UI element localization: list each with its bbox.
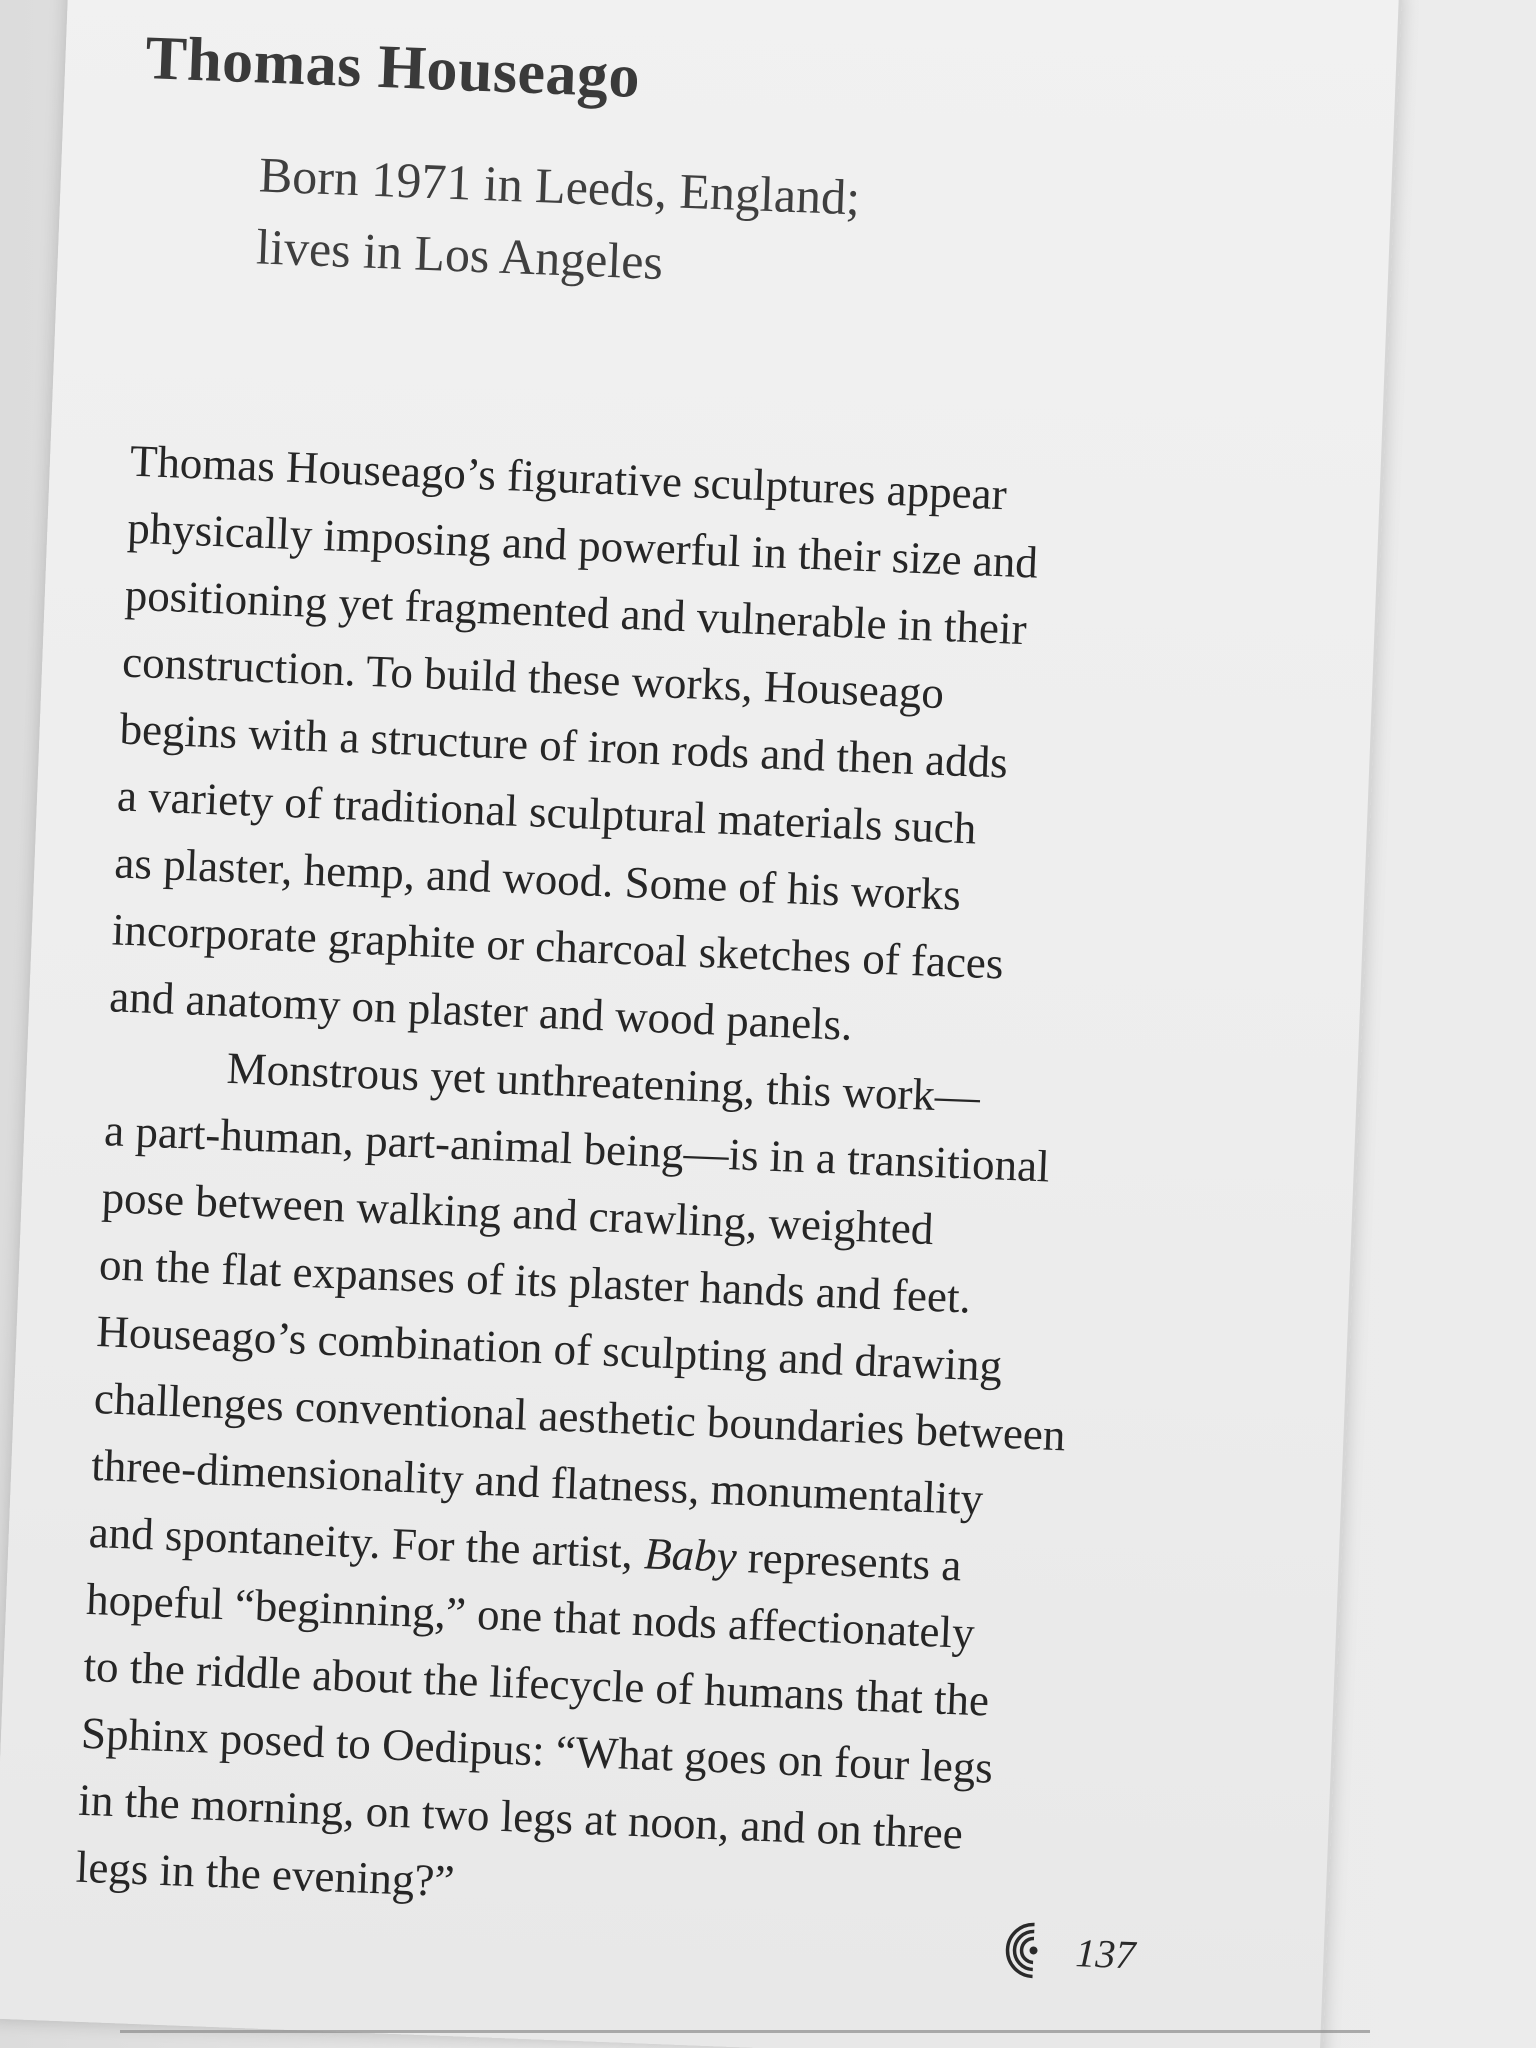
label-footer <box>992 1917 1136 1986</box>
description-line: to the riddle about the lifecycle of humans that the <box>82 1640 991 1726</box>
artwork-title: Baby <box>643 1528 738 1582</box>
page-number: 137 <box>1074 1929 1137 1977</box>
artist-bio <box>255 138 1322 323</box>
description-line: Sphinx posed to Oedipus: “What goes on four legs <box>80 1707 994 1793</box>
description-line: a part-human, part-animal being—is in a transitional <box>103 1105 1051 1192</box>
description-line: Thomas Houseago’s figurative sculptures appear <box>129 435 1008 520</box>
description-line: legs in the evening?” <box>75 1841 456 1907</box>
bio-line: lives in Los Angeles <box>255 218 665 290</box>
bio-line: Born 1971 in Leeds, England; <box>258 146 862 226</box>
description-line: incorporate graphite or charcoal sketches of faces <box>111 904 1005 989</box>
artwork-description <box>75 428 1311 1946</box>
card-edge-shadow <box>120 2030 1370 2033</box>
artist-name: Thomas Houseago <box>144 24 642 111</box>
description-line: construction. To build these works, Houseago <box>121 636 945 719</box>
audio-wave-icon <box>992 1917 1058 1983</box>
description-line: as plaster, hemp, and wood. Some of his works <box>113 837 962 920</box>
description-line: Houseago’s combination of sculpting and drawing <box>95 1306 1004 1391</box>
description-line: begins with a structure of iron rods and then adds <box>118 703 1009 788</box>
description-line: and anatomy on plaster and wood panels. <box>108 971 854 1050</box>
description-line: a variety of traditional sculptural materials such <box>116 770 978 854</box>
description-line: on the flat expanses of its plaster hands and feet. <box>98 1239 972 1323</box>
description-line: pose between walking and crawling, weighted <box>100 1172 935 1255</box>
description-text: represents a <box>735 1531 963 1591</box>
description-line: positioning yet fragmented and vulnerable in their <box>123 569 1028 655</box>
description-line: challenges conventional aesthetic boundaries between <box>93 1373 1067 1461</box>
label-content <box>75 23 1326 1946</box>
description-line: hopeful “beginning,” one that nods affectionately <box>85 1573 976 1658</box>
description-line: in the morning, on two legs at noon, and on three <box>77 1774 964 1859</box>
description-text: and spontaneity. For the artist, <box>87 1506 646 1579</box>
description-line: Monstrous yet unthreatening, this work— <box>225 1042 981 1122</box>
description-line: three-dimensionality and flatness, monumentality <box>90 1439 985 1525</box>
description-line: physically imposing and powerful in their size and <box>126 502 1039 588</box>
